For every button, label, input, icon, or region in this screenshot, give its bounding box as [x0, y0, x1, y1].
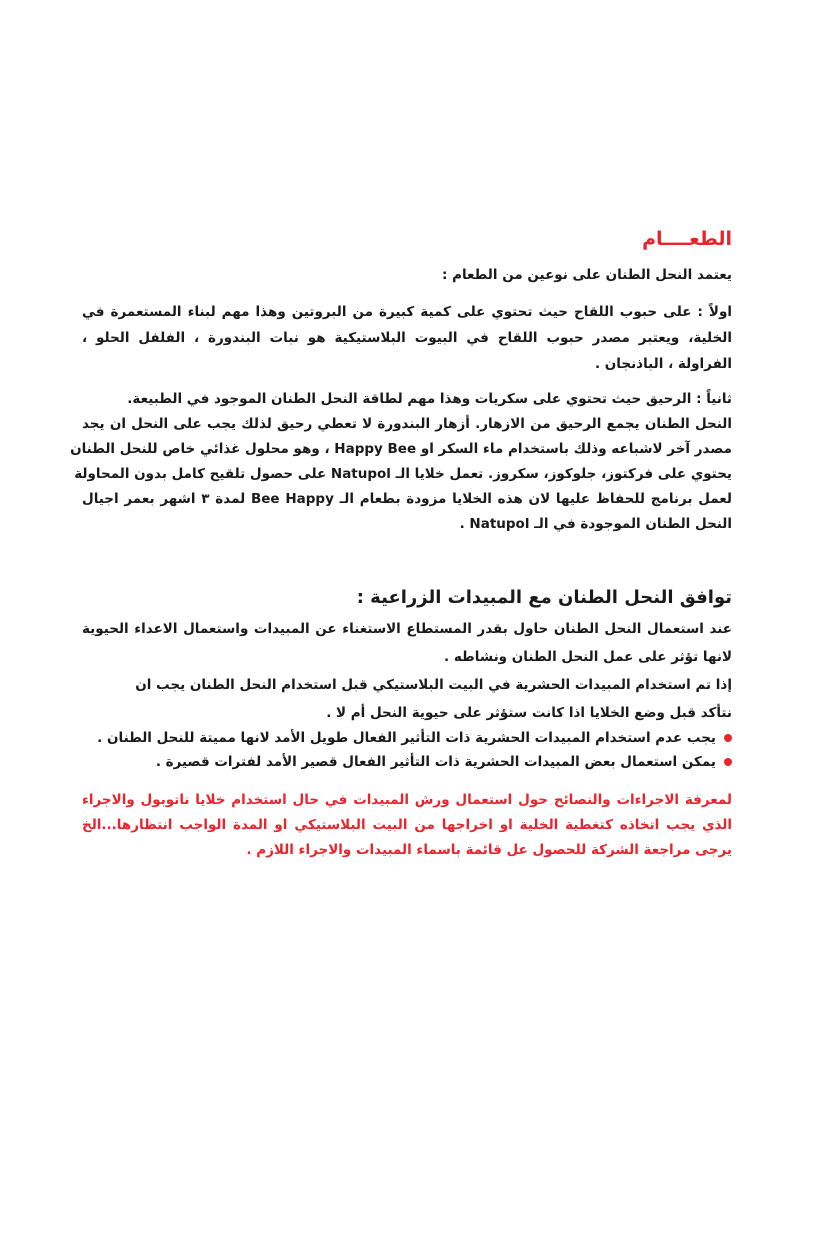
nectar-paragraph: [70, 387, 732, 537]
note-line: لمعرفة الاجراءات والنصائح حول استعمال ورش المبيدات في حال استخدام خلايا ناتوبول والاجراء: [82, 792, 732, 808]
food-section: [82, 226, 732, 252]
note-line: الذي يجب اتخاذه كتغطية الخلية او اخراجها من البيت البلاستيكي او المدة الواجب انتظارها...الخ: [82, 817, 732, 833]
note-line: يرجى مراجعة الشركة للحصول عل قائمة باسماء المبيدات والاجراء اللازم .: [246, 842, 732, 858]
paragraph-line: ثانياً : الرحيق حيث تحتوي على سكريات وهذا مهم لطاقة النحل الطنان الموجود في الطبيعة.: [127, 391, 732, 407]
pesticide-note: [82, 788, 732, 863]
paragraph-line: لانها تؤثر على عمل النحل الطنان ونشاطه .: [444, 649, 732, 665]
list-item-text: يجب عدم استخدام المبيدات الحشرية ذات التأثير الفعال طويل الأمد لانها مميتة للنحل الطنان .: [97, 730, 716, 746]
paragraph-line: مصدر آخر لاشباعه وذلك باستخدام ماء السكر او Happy Bee ، وهو محلول غذائي خاص للنحل الطنان: [70, 441, 732, 457]
pesticide-paragraph: [82, 615, 732, 727]
pesticide-bullet-list: [82, 726, 732, 774]
bullet-icon: [724, 734, 732, 742]
paragraph-line: الخلية، ويعتبر مصدر حبوب اللقاح في البيوت البلاستيكية هو نبات البندورة ، الفلفل الحلو ،: [82, 330, 732, 346]
list-item: [82, 726, 732, 750]
food-intro-block: [82, 263, 732, 288]
section-title-food: الطعــــام: [642, 228, 732, 250]
bullet-icon: [724, 758, 732, 766]
paragraph-line: يحتوي على فركتوز، جلوكوز، سكروز. تعمل خلايا الـ Natupol على حصول تلقيح كامل بدون المحاولة: [74, 466, 732, 482]
paragraph-line: الفراولة ، الباذنجان .: [594, 356, 732, 372]
paragraph-line: إذا تم استخدام المبيدات الحشرية في البيت البلاستيكي قبل استخدام النحل الطنان يجب ان: [135, 677, 732, 693]
food-intro: يعتمد النحل الطنان على نوعين من الطعام :: [441, 267, 732, 283]
paragraph-line: لعمل برنامج للحفاظ عليها لان هذه الخلايا مزودة بطعام الـ Bee Happy لمدة ٣ اشهر بعمر اجيال: [82, 491, 732, 507]
list-item-text: يمكن استعمال بعض المبيدات الحشرية ذات التأثير الفعال قصير الأمد لفترات قصيرة .: [155, 754, 716, 770]
section-heading-pesticides: توافق النحل الطنان مع المبيدات الزراعية :: [356, 587, 732, 608]
pesticide-section: [82, 585, 732, 611]
paragraph-line: نتأكد قبل وضع الخلايا اذا كانت ستؤثر على حيوية النحل أم لا .: [326, 705, 732, 721]
list-item: [82, 750, 732, 774]
paragraph-line: النحل الطنان يجمع الرحيق من الازهار. أزهار البندورة لا تعطي رحيق لذلك يجب على النحل ان يجد: [82, 416, 732, 432]
pollen-paragraph: [82, 299, 732, 377]
paragraph-line: اولاً : على حبوب اللقاح حيث تحتوي على كمية كبيرة من البروتين وهذا مهم لبناء المستعمرة في: [82, 304, 732, 320]
paragraph-line: عند استعمال النحل الطنان حاول بقدر المستطاع الاستغناء عن المبيدات واستعمال الاعداء الحيوية: [82, 621, 732, 637]
paragraph-line: النحل الطنان الموجودة في الـ Natupol .: [459, 516, 732, 532]
